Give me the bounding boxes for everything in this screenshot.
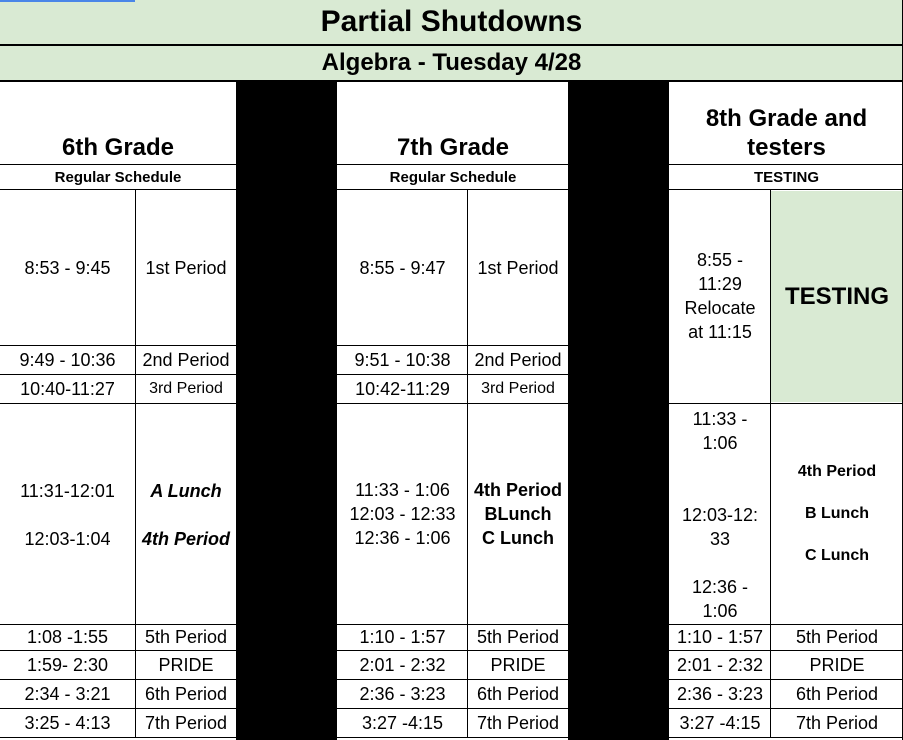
grade8-time-8: 3:27 -4:15 bbox=[679, 712, 761, 733]
grade6-time-8: 3:25 - 4:13 bbox=[24, 712, 111, 733]
gridline-h bbox=[669, 164, 903, 165]
grade7-time-4a: 11:33 - 1:06 bbox=[355, 480, 450, 500]
grade7-schedule-type: Regular Schedule bbox=[389, 168, 517, 186]
gridline-v bbox=[770, 190, 771, 738]
grade8-testing-time-line3: Relocate bbox=[684, 298, 756, 318]
grade7-period-1: 1st Period bbox=[477, 257, 559, 278]
grade7-period-4b: BLunch bbox=[484, 504, 552, 524]
grade6-period-2: 2nd Period bbox=[142, 349, 230, 370]
grade8-lunch-period-2: B Lunch bbox=[805, 505, 869, 522]
grade8-testing-label: TESTING bbox=[784, 283, 889, 310]
grade7-time-7: 2:36 - 3:23 bbox=[359, 683, 446, 704]
grade7-period-4 bbox=[468, 478, 568, 550]
grade8-testing-time-line2: 11:29 bbox=[698, 274, 742, 294]
gridline-v bbox=[467, 190, 468, 738]
page-subtitle: Algebra - Tuesday 4/28 bbox=[0, 45, 903, 80]
grade8-period-7: 6th Period bbox=[795, 683, 879, 704]
selection-indicator bbox=[0, 0, 135, 2]
grade6-time-4a: 11:31-12:01 bbox=[20, 480, 115, 501]
grade6-schedule-type: Regular Schedule bbox=[54, 168, 182, 186]
grade7-period-4c: C Lunch bbox=[482, 528, 554, 548]
page-title: Partial Shutdowns bbox=[0, 0, 903, 44]
grade8-period-8: 7th Period bbox=[795, 712, 879, 733]
grade8-testing-time-line1: 8:55 - bbox=[696, 250, 744, 270]
gridline-h bbox=[337, 708, 568, 709]
gridline-h bbox=[337, 624, 568, 625]
grade8-testing-time bbox=[670, 248, 770, 344]
grade7-time-2: 9:51 - 10:38 bbox=[354, 349, 451, 370]
gridline-h bbox=[0, 403, 236, 404]
grade6-time-7: 2:34 - 3:21 bbox=[24, 683, 111, 704]
grade6-time-1: 8:53 - 9:45 bbox=[24, 257, 111, 278]
grade6-period-5: 5th Period bbox=[144, 627, 228, 647]
gridline-h bbox=[0, 737, 236, 738]
gridline-h bbox=[0, 650, 236, 651]
gridline-h bbox=[337, 737, 568, 738]
grade6-time-2: 9:49 - 10:36 bbox=[19, 349, 116, 370]
grade6-period-7: 6th Period bbox=[144, 683, 228, 704]
gridline-h bbox=[669, 650, 903, 651]
grade7-period-8: 7th Period bbox=[476, 712, 560, 733]
gridline-h bbox=[669, 737, 903, 738]
gridline-h bbox=[669, 708, 903, 709]
grade6-period-4b: 4th Period bbox=[141, 528, 230, 549]
grade7-time-4b: 12:03 - 12:33 bbox=[349, 504, 456, 524]
separator-column-2 bbox=[568, 82, 669, 740]
gridline-h bbox=[669, 403, 903, 404]
grade7-period-5: 5th Period bbox=[476, 627, 560, 647]
separator-column-1 bbox=[236, 82, 337, 740]
grade8-time-5: 1:10 - 1:57 bbox=[676, 627, 764, 647]
grade8-lunch-time-2a: 12:03-12: bbox=[681, 505, 759, 525]
grade8-header-line1: 8th Grade and bbox=[705, 105, 868, 132]
grade8-lunch-times bbox=[670, 405, 770, 623]
grade6-period-3: 3rd Period bbox=[149, 380, 223, 397]
gridline-h bbox=[0, 374, 236, 375]
grade7-period-4a: 4th Period bbox=[473, 480, 562, 500]
gridline-h bbox=[0, 44, 903, 46]
grade7-period-6: PRIDE bbox=[490, 654, 546, 675]
grade6-period-6: PRIDE bbox=[158, 654, 214, 675]
gridline-h bbox=[0, 708, 236, 709]
grade8-lunch-time-1a: 11:33 - bbox=[692, 409, 748, 429]
grade8-lunch-time-3a: 12:36 - bbox=[691, 577, 749, 597]
grade6-time-5: 1:08 -1:55 bbox=[26, 627, 109, 647]
gridline-h bbox=[669, 189, 903, 190]
grade7-time-1: 8:55 - 9:47 bbox=[359, 257, 446, 278]
grade7-time-4 bbox=[338, 478, 467, 550]
grade8-lunch-period-1: 4th Period bbox=[797, 463, 877, 480]
grade6-time-6: 1:59- 2:30 bbox=[26, 654, 109, 675]
grade8-header bbox=[670, 103, 903, 163]
grade7-time-4c: 12:36 - 1:06 bbox=[354, 528, 451, 548]
gridline-h bbox=[0, 189, 236, 190]
grade6-period-4a: A Lunch bbox=[150, 480, 222, 501]
gridline-h bbox=[0, 345, 236, 346]
gridline-h bbox=[0, 164, 236, 165]
grade6-period-1: 1st Period bbox=[145, 257, 227, 278]
gridline-h bbox=[337, 164, 568, 165]
grade7-time-8: 3:27 -4:15 bbox=[361, 712, 444, 733]
gridline-h bbox=[337, 374, 568, 375]
grade7-time-3: 10:42-11:29 bbox=[355, 378, 450, 399]
grade7-period-2: 2nd Period bbox=[474, 349, 562, 370]
gridline-h bbox=[337, 345, 568, 346]
grade8-lunch-time-2b: 33 bbox=[709, 529, 731, 549]
grade7-time-6: 2:01 - 2:32 bbox=[359, 654, 446, 675]
grade6-time-3: 10:40-11:27 bbox=[20, 378, 115, 399]
grade8-testing-time-line4: at 11:15 bbox=[688, 322, 752, 342]
grade6-header: 6th Grade bbox=[61, 134, 175, 161]
grade8-time-7: 2:36 - 3:23 bbox=[676, 683, 764, 704]
gridline-h bbox=[669, 679, 903, 680]
grade7-period-7: 6th Period bbox=[476, 683, 560, 704]
grade6-period-8: 7th Period bbox=[144, 712, 228, 733]
grade8-lunch-period-3: C Lunch bbox=[805, 547, 869, 564]
gridline-h bbox=[337, 679, 568, 680]
grade7-header: 7th Grade bbox=[396, 134, 510, 161]
grade8-time-6: 2:01 - 2:32 bbox=[676, 654, 764, 675]
gridline-h bbox=[0, 679, 236, 680]
grade7-period-3: 3rd Period bbox=[481, 380, 555, 397]
grade7-time-5: 1:10 - 1:57 bbox=[359, 627, 446, 647]
grade8-lunch-time-1b: 1:06 bbox=[702, 433, 738, 453]
gridline-h bbox=[337, 650, 568, 651]
gridline-h bbox=[669, 624, 903, 625]
grade8-lunch-time-3b: 1:06 bbox=[702, 601, 738, 621]
gridline-h bbox=[337, 403, 568, 404]
gridline-h bbox=[337, 189, 568, 190]
grade8-period-6: PRIDE bbox=[809, 654, 865, 675]
grade8-schedule-type: TESTING bbox=[753, 168, 819, 186]
grade8-period-5: 5th Period bbox=[795, 627, 879, 647]
grade6-time-4b: 12:03-1:04 bbox=[24, 528, 111, 549]
gridline-v bbox=[135, 190, 136, 738]
grade8-header-line2: testers bbox=[747, 134, 826, 161]
gridline-h bbox=[0, 624, 236, 625]
gridline-h bbox=[0, 80, 903, 82]
